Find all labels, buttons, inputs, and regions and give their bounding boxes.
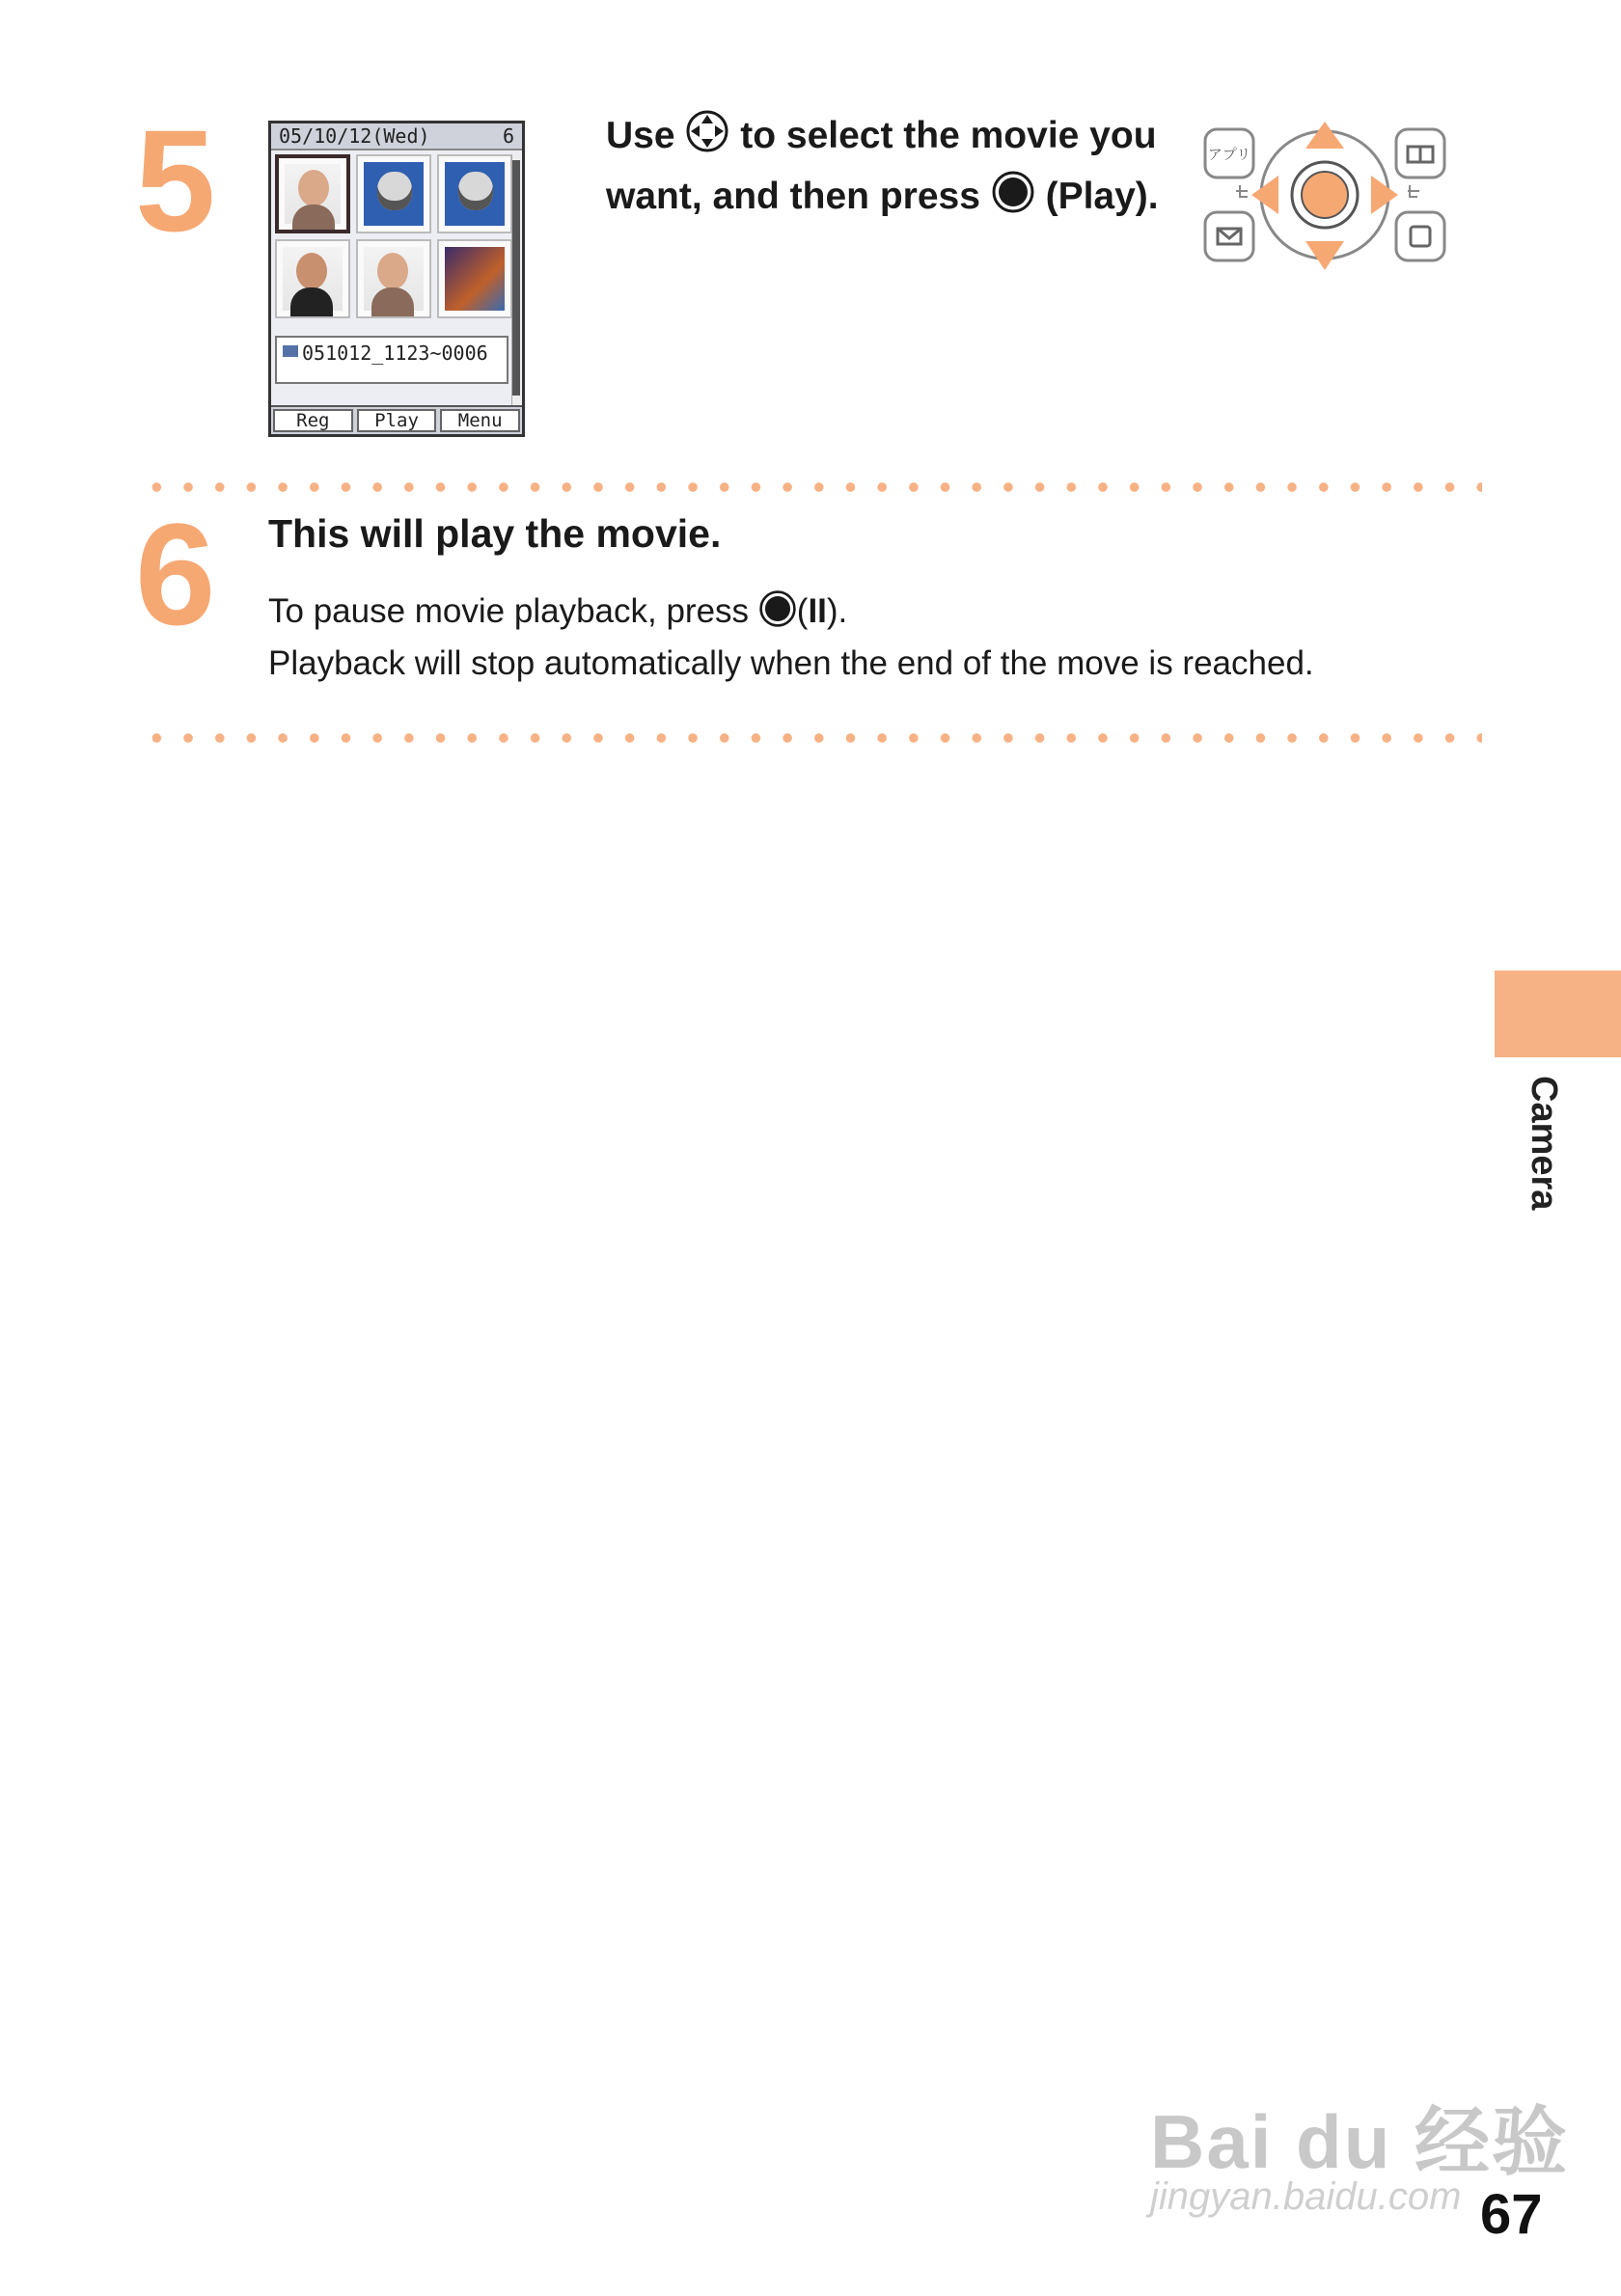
keypad-diagram	[1201, 116, 1454, 274]
direction-key-icon	[685, 109, 729, 169]
scrollbar-thumb[interactable]	[512, 160, 520, 396]
screen-header	[271, 123, 522, 150]
screen-count: 6	[502, 124, 514, 148]
softkey-play[interactable]: Play	[357, 409, 437, 432]
thumbnail[interactable]	[356, 239, 431, 318]
movie-file-icon	[283, 345, 298, 357]
phone-screen	[268, 121, 525, 437]
softkey-reg[interactable]: Reg	[273, 409, 353, 432]
step5-instruction	[606, 108, 1166, 230]
app-key-label: アプリ	[1207, 146, 1251, 163]
center-key-icon	[758, 589, 797, 641]
web-key	[1396, 212, 1444, 260]
section-tab	[1495, 970, 1621, 1057]
page-number: 67	[1480, 2183, 1543, 2246]
thumbnail-selected[interactable]	[275, 154, 350, 233]
file-name: 051012_1123~0006	[302, 342, 488, 365]
dotted-divider	[141, 482, 1482, 492]
thumbnail[interactable]	[437, 154, 512, 233]
center-key-icon	[991, 170, 1035, 230]
watermark-brand: Bai du 经验	[1150, 2099, 1570, 2184]
step6-line1	[268, 588, 1314, 641]
step6-body	[268, 588, 1314, 687]
thumbnail[interactable]	[275, 239, 350, 318]
screen-date: 05/10/12(Wed)	[279, 124, 430, 148]
softkey-menu[interactable]: Menu	[440, 409, 520, 432]
instruction-end: (Play).	[1045, 176, 1159, 217]
step6-line2: Playback will stop automatically when the end of the move is reached.	[268, 644, 1314, 682]
step-number-6: 6	[135, 493, 216, 655]
step6-title: This will play the movie.	[268, 511, 722, 556]
scrollbar[interactable]	[511, 154, 520, 407]
dotted-divider	[141, 733, 1482, 743]
pause-symbol: II	[808, 592, 827, 630]
thumbnail[interactable]	[356, 154, 431, 233]
step-number-5: 5	[135, 99, 216, 261]
instruction-middle: to select the movie you want, and then press	[606, 115, 1157, 217]
pause-paren-open: (	[796, 592, 809, 630]
center-key	[1302, 172, 1348, 218]
pause-instruction: To pause movie playback, press	[268, 592, 750, 630]
file-name-bar	[275, 336, 508, 384]
mail-key	[1205, 212, 1253, 260]
watermark-url: jingyan.baidu.com	[1150, 2175, 1462, 2218]
instruction-use: Use	[606, 115, 675, 156]
thumbnail[interactable]	[437, 239, 512, 318]
softkey-bar	[271, 405, 522, 434]
section-label: Camera	[1524, 1076, 1564, 1211]
thumbnail-grid	[275, 154, 507, 318]
pause-paren-close: ).	[826, 592, 848, 630]
